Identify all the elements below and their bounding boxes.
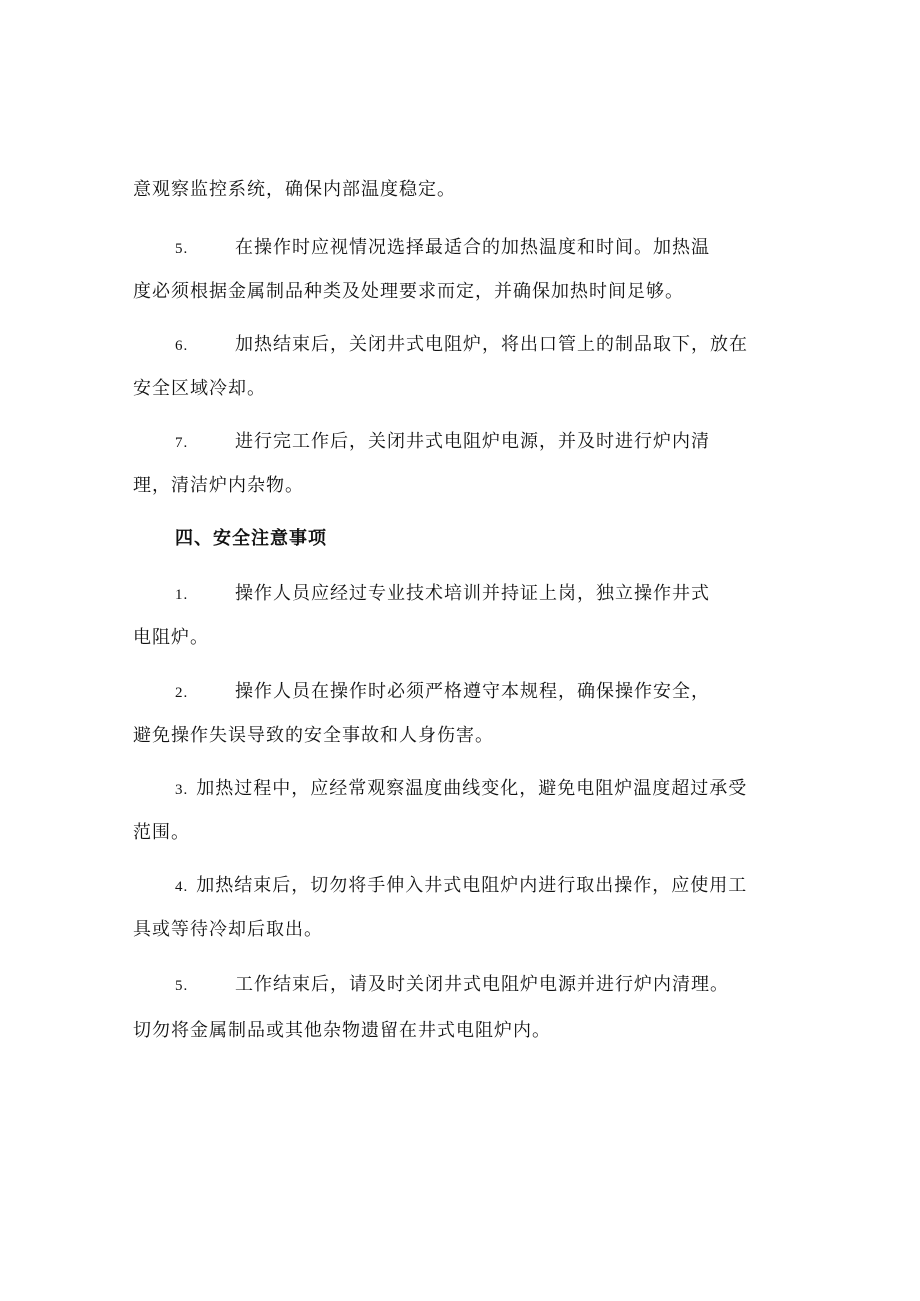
list-number: 5. [175,978,189,994]
list-text: 具或等待冷却后取出。 [133,919,323,940]
section-heading [133,527,327,551]
list-text: 工作结束后，请及时关闭井式电阻炉电源并进行炉内清理。 [235,974,729,995]
safety-item-4-line-2 [133,918,323,942]
paragraph-text: 意观察监控系统，确保内部温度稳定。 [133,179,456,200]
list-number: 2. [175,685,189,701]
list-number: 5. [175,241,189,257]
list-text: 理，清洁炉内杂物。 [133,475,304,496]
list-text: 加热过程中，应经常观察温度曲线变化，避免电阻炉温度超过承受 [196,778,748,799]
paragraph-continuation [133,178,456,202]
list-text: 加热结束后，切勿将手伸入井式电阻炉内进行取出操作，应使用工 [196,875,748,896]
safety-item-3-line-2 [133,821,190,845]
safety-item-1-line-1 [133,582,710,607]
section-title: 四、安全注意事项 [175,528,327,549]
list-text: 操作人员应经过专业技术培训并持证上岗，独立操作井式 [235,583,710,604]
list-text: 避免操作失误导致的安全事故和人身伤害。 [133,725,494,746]
list-number: 4. [175,879,189,895]
list-number: 6. [175,338,189,354]
list-item-5-line-1 [133,236,710,261]
safety-item-4-line-1 [133,874,747,899]
list-text: 电阻炉。 [133,627,209,648]
list-item-5-line-2 [133,280,684,304]
list-item-7-line-1 [133,430,710,455]
list-text: 进行完工作后，关闭井式电阻炉电源，并及时进行炉内清 [235,431,710,452]
list-number: 3. [175,782,189,798]
list-text: 度必须根据金属制品种类及处理要求而定，并确保加热时间足够。 [133,281,684,302]
safety-item-1-line-2 [133,626,209,650]
safety-item-2-line-1 [133,680,710,705]
list-item-6-line-1 [133,333,748,358]
list-text: 加热结束后，关闭井式电阻炉，将出口管上的制品取下，放在 [235,334,748,355]
list-number: 1. [175,587,189,603]
list-text: 范围。 [133,822,190,843]
list-number: 7. [175,435,189,451]
safety-item-5-line-2 [133,1019,551,1043]
list-text: 在操作时应视情况选择最适合的加热温度和时间。加热温 [235,237,710,258]
list-text: 操作人员在操作时必须严格遵守本规程，确保操作安全， [235,681,710,702]
list-text: 安全区域冷却。 [133,378,266,399]
list-item-6-line-2 [133,377,266,401]
safety-item-2-line-2 [133,724,494,748]
list-item-7-line-2 [133,474,304,498]
safety-item-3-line-1 [133,777,747,802]
safety-item-5-line-1 [133,973,729,998]
list-text: 切勿将金属制品或其他杂物遗留在井式电阻炉内。 [133,1020,551,1041]
